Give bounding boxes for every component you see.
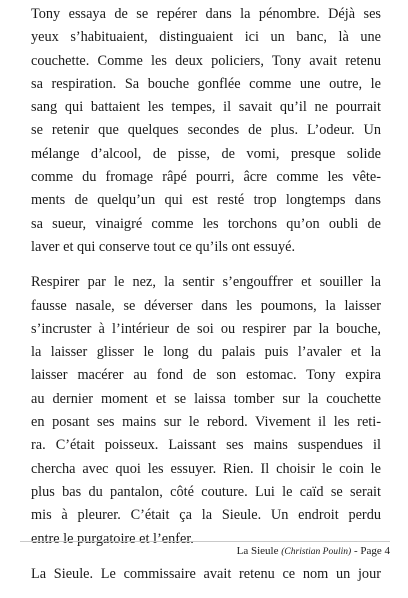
text-line: Respirer par le nez, la sentir s’engouffrer et souiller la (31, 274, 381, 291)
text-line: entre le purgatoire et l’enfer. (31, 530, 194, 547)
text-line: ments de quelqu’un qui est resté trop longtemps dans (31, 192, 381, 209)
footer-author: (Christian Poulin) (281, 547, 352, 557)
text-line: au dernier moment et se laissa tomber sur la couchette (31, 390, 381, 407)
text-line: mis à pleurer. C’était ça la Sieule. Un endroit perdu (31, 507, 381, 524)
text-line: la laisser glisser le long du palais puis l’avaler et la (31, 344, 381, 361)
text-line: s’incruster à l’intérieur de soi ou respirer par la bouche, (31, 320, 381, 337)
paragraph-2 (31, 271, 381, 551)
text-line: sang qui battaient les tempes, il savait qu’il ne pourrait (31, 99, 381, 116)
paragraph-3 (31, 563, 381, 586)
text-line: laisser macérer au fond de son estomac. Tony expira (31, 367, 381, 384)
footer-title: La Sieule (236, 545, 279, 557)
text-line: laver et qui conserve tout ce qu’ils ont essuyé. (31, 238, 296, 255)
body-text (31, 3, 381, 598)
text-line: mélange d’alcool, de pisse, de vomi, presque solide (31, 145, 381, 162)
text-line: Tony essaya de se repérer dans la pénombre. Déjà ses (31, 6, 381, 22)
footer-divider (20, 541, 390, 542)
paragraph-1 (31, 3, 381, 259)
text-line: yeux s’habituaient, distinguaient ici un banc, là une (31, 29, 381, 46)
text-line: sa sueur, vinaigré comme les torchons qu’on oubli de (31, 215, 381, 232)
text-line: se retenir que quelques secondes de plus. L’odeur. Un (31, 122, 381, 139)
text-line: en posant ses mains sur le rebord. Vivement il les reti- (31, 414, 381, 431)
text-line: La Sieule. Le commissaire avait retenu ce nom un jour (31, 565, 381, 582)
text-line: comme du fromage râpé pourri, âcre comme les vête- (31, 169, 381, 186)
text-line: plus bas du pantalon, côté couture. Lui le caïd se serait (31, 483, 381, 500)
text-line: fausse nasale, se déverser dans les poumons, la laisser (31, 297, 381, 314)
text-line: ra. C’était poisseux. Laissant ses mains suspendues il (31, 437, 381, 454)
page-number: Page 4 (360, 545, 390, 557)
text-line: chercha avec quoi les essuyer. Rien. Il choisir le coin le (31, 460, 381, 477)
footer-separator: - (353, 545, 358, 557)
text-line: couchette. Comme les deux policiers, Tony avait retenu (31, 52, 381, 69)
text-line: sa respiration. Sa bouche gonflée comme une outre, le (31, 75, 381, 92)
page-footer (237, 544, 390, 559)
